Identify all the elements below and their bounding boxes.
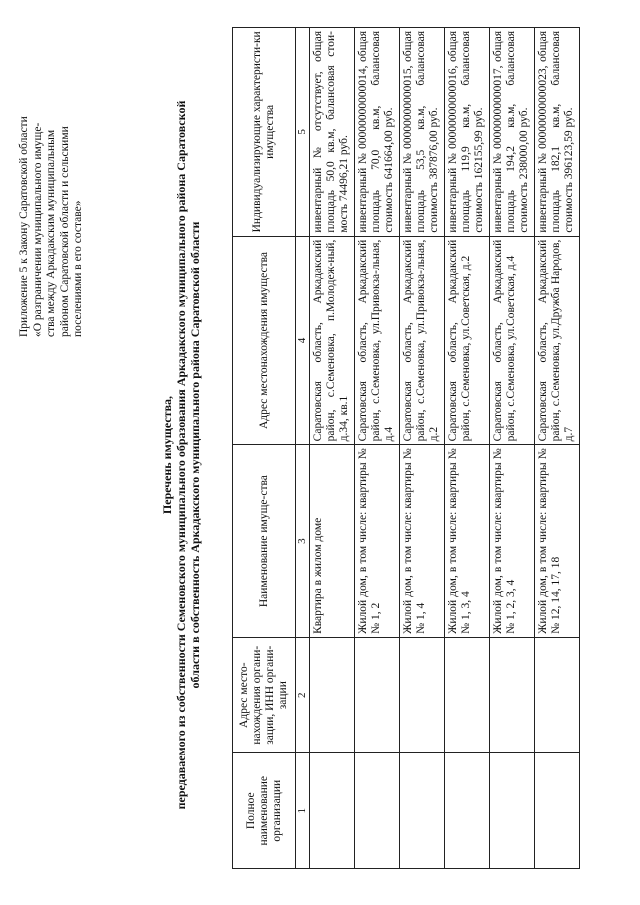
table-cell: инвентарный № 00000000000023, общая площадь 182,1 кв.м, балансовая стоимость 396123,59 руб. <box>535 28 580 237</box>
title-line: передаваемого из собственности Семеновского муниципального образования Аркадакского муниципального района Саратовской <box>174 100 188 810</box>
table-cell <box>535 753 580 869</box>
table-cell <box>310 637 355 753</box>
column-number: 5 <box>296 28 310 237</box>
table-cell: инвентарный № 00000000000016, общая площадь 119,9 кв.м, балансовая стоимость 162155,99 руб. <box>445 28 490 237</box>
table-cell: инвентарный № 00000000000015, общая площадь 53,5 кв.м, балансовая стоимость 387876,00 руб. <box>400 28 445 237</box>
column-number-row <box>296 28 310 869</box>
table-cell: Саратовская область, Аркадакский район, с.Семеновка, ул.Привокза-льная, д.2 <box>400 236 445 445</box>
table-row <box>490 28 535 869</box>
appendix-line: Приложение 5 к Закону Саратовской области <box>18 116 30 337</box>
header-cell: Адрес место-нахождения органи-зации, ИНН органи-зации <box>233 637 296 753</box>
title-line: области в собственность Аркадакского муниципального района Саратовской области <box>188 221 202 689</box>
table-cell: инвентарный № отсутствует, общая площадь 50,0 кв.м, балансовая стои-мость 74496,21 руб. <box>310 28 355 237</box>
table-cell <box>490 753 535 869</box>
column-number: 2 <box>296 637 310 753</box>
appendix-line: ства между Аркадакским муниципальным <box>45 129 57 337</box>
document-title <box>160 45 202 865</box>
table-row <box>355 28 400 869</box>
table-cell: Саратовская область, Аркадакский район, с.Семеновка, ул.Советская, д.4 <box>490 236 535 445</box>
header-cell: Адрес местонахождения имущества <box>233 236 296 445</box>
table-row <box>445 28 490 869</box>
header-cell: Наименование имуще-ства <box>233 445 296 638</box>
header-cell: Полное наименование организации <box>233 753 296 869</box>
table-cell: Саратовская область, Аркадакский район, с.Семеновка, ул.Привокза-льная, д.4 <box>355 236 400 445</box>
table-cell: Жилой дом, в том числе: квартиры №№ 1, 4 <box>400 445 445 638</box>
appendix-line: поселениями в его составе» <box>72 200 84 337</box>
table-row <box>535 28 580 869</box>
table-cell: Саратовская область, Аркадакский район, с.Семеновка, п.Молодеж-ный, д.34, кв.1 <box>310 236 355 445</box>
appendix-line: районом Саратовской области и сельскими <box>58 126 71 337</box>
title-line: Перечень имущества, <box>160 395 174 515</box>
column-number: 4 <box>296 236 310 445</box>
header-row <box>233 28 296 869</box>
column-number: 3 <box>296 445 310 638</box>
table-cell <box>535 637 580 753</box>
table-cell: инвентарный № 00000000000014, общая площадь 70,0 кв.м, балансовая стоимость 641664,00 руб. <box>355 28 400 237</box>
column-number: 1 <box>296 753 310 869</box>
header-cell: Индивидуализирующие характеристи-ки имущества <box>233 28 296 237</box>
property-table <box>232 27 580 869</box>
table-cell: Саратовская область, Аркадакский район, с.Семеновка, ул.Дружба Народов, д.7 <box>535 236 580 445</box>
table-cell <box>310 753 355 869</box>
appendix-note <box>18 37 86 337</box>
table-cell <box>445 637 490 753</box>
appendix-line: «О разграничении муниципального имуще- <box>31 122 44 337</box>
table-row <box>400 28 445 869</box>
table-cell: Жилой дом, в том числе: квартиры №№ 1, 2, 3, 4 <box>490 445 535 638</box>
table-cell <box>355 753 400 869</box>
table-cell <box>445 753 490 869</box>
table-cell: Жилой дом, в том числе: квартиры №№ 1, 2 <box>355 445 400 638</box>
table-cell <box>490 637 535 753</box>
table-cell: Жилой дом, в том числе: квартиры №№ 12, 14, 17, 18 <box>535 445 580 638</box>
table-cell <box>355 637 400 753</box>
table-cell <box>400 637 445 753</box>
table-cell: инвентарный № 00000000000017, общая площадь 194,2 кв.м, балансовая стоимость 238000,00 руб. <box>490 28 535 237</box>
table-row <box>310 28 355 869</box>
table-cell: Квартира в жилом доме <box>310 445 355 638</box>
table-cell: Саратовская область, Аркадакский район, с.Семеновка, ул.Советская, д.2 <box>445 236 490 445</box>
table-cell: Жилой дом, в том числе: квартиры №№ 1, 3, 4 <box>445 445 490 638</box>
table-cell <box>400 753 445 869</box>
